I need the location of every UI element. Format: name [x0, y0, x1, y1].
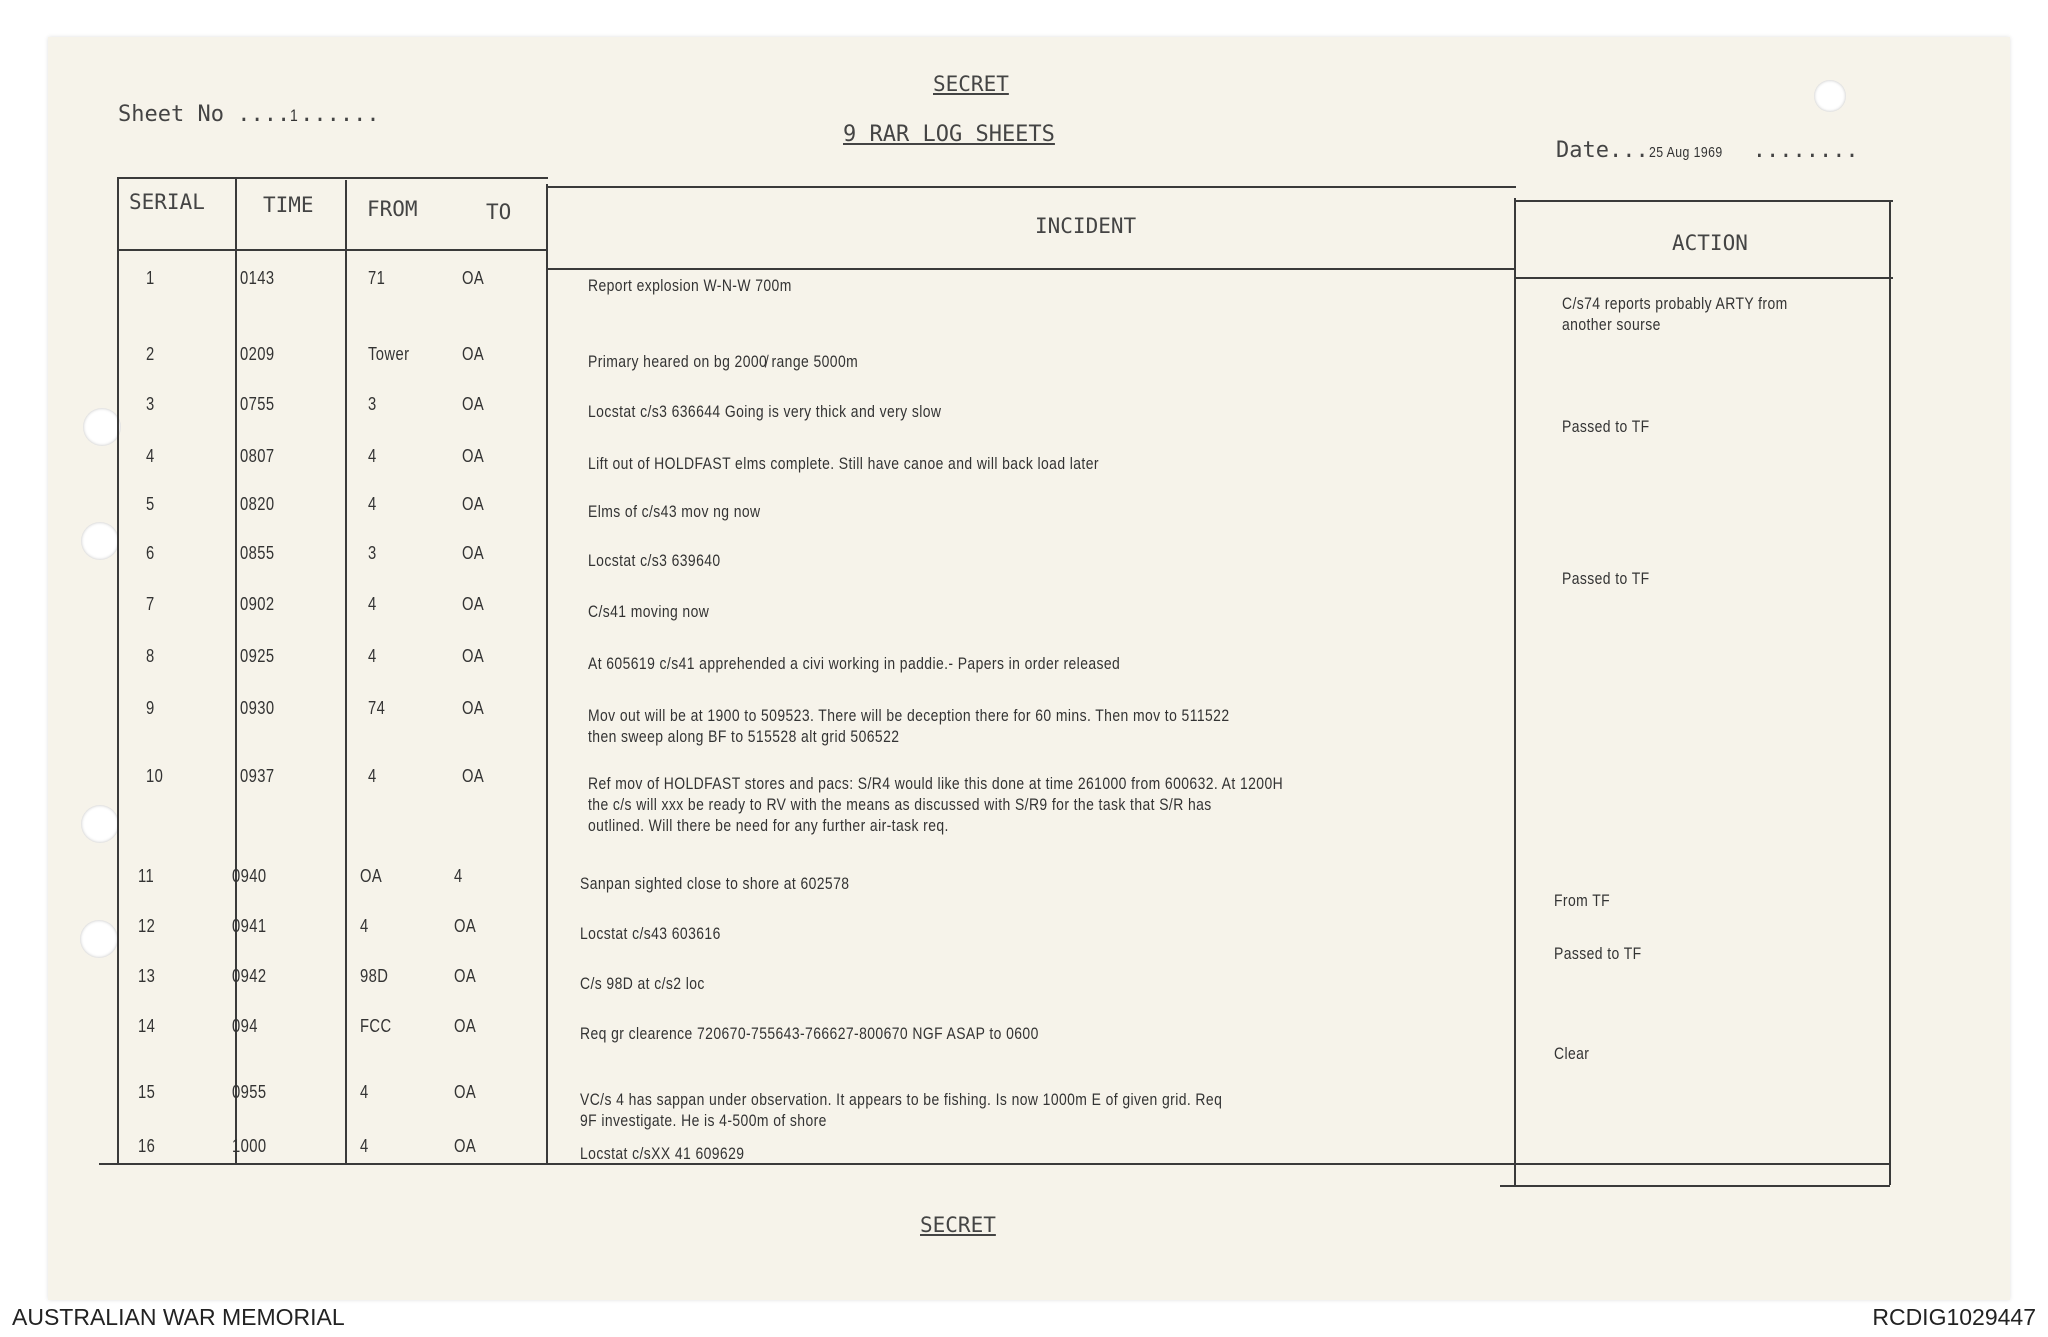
cell-to: OA: [462, 494, 485, 514]
table-rule: [99, 1163, 1889, 1165]
cell-to: 4: [454, 866, 463, 886]
cell-time: 0209: [240, 344, 275, 364]
cell-from: 74: [368, 698, 386, 718]
cell-serial: 6: [146, 543, 155, 563]
table-rule: [117, 177, 119, 1163]
cell-to: OA: [462, 594, 485, 614]
table-rule: [118, 249, 548, 251]
cell-time: 0807: [240, 446, 275, 466]
cell-from: FCC: [360, 1016, 392, 1036]
cell-to: OA: [462, 698, 485, 718]
cell-serial: 14: [138, 1016, 156, 1036]
cell-incident: C/s41 moving now: [588, 602, 710, 621]
cell-incident: Sanpan sighted close to shore at 602578: [580, 874, 850, 893]
column-header-incident: INCIDENT: [1035, 214, 1137, 238]
date-value: 25 Aug 1969: [1648, 144, 1723, 161]
cell-serial: 16: [138, 1136, 156, 1156]
cell-time: 0955: [232, 1082, 267, 1102]
cell-from: 4: [368, 494, 377, 514]
cell-serial: 12: [138, 916, 156, 936]
sheet-number-value: 1: [290, 106, 299, 125]
cell-from: 4: [360, 916, 369, 936]
cell-from: 4: [368, 646, 377, 666]
cell-incident: outlined. Will there be need for any further air-task req.: [588, 816, 949, 835]
cell-action: Passed to TF: [1554, 944, 1642, 963]
cell-from: OA: [360, 866, 383, 886]
cell-serial: 8: [146, 646, 155, 666]
cell-to: OA: [462, 646, 485, 666]
cell-serial: 5: [146, 494, 155, 514]
table-rule: [548, 268, 1516, 270]
cell-time: 0925: [240, 646, 275, 666]
table-rule: [1516, 200, 1893, 202]
cell-to: OA: [454, 916, 477, 936]
cell-serial: 7: [146, 594, 155, 614]
cell-incident: Locstat c/s3 636644 Going is very thick and very slow: [588, 402, 942, 421]
punch-hole: [80, 920, 118, 958]
cell-incident: C/s 98D at c/s2 loc: [580, 974, 705, 993]
cell-serial: 11: [138, 866, 155, 886]
cell-time: 0855: [240, 543, 275, 563]
column-header-from: FROM: [367, 197, 418, 221]
punch-hole: [81, 805, 119, 843]
cell-to: OA: [454, 966, 477, 986]
column-header-to: TO: [486, 200, 512, 224]
punch-hole: [83, 408, 121, 446]
cell-from: 98D: [360, 966, 389, 986]
cell-action: Clear: [1554, 1044, 1590, 1063]
cell-from: 3: [368, 543, 377, 563]
cell-serial: 15: [138, 1082, 156, 1102]
classification-top: SECRET: [933, 72, 1009, 96]
cell-time: 0755: [240, 394, 275, 414]
cell-action: Passed to TF: [1562, 417, 1650, 436]
cell-time: 0940: [232, 866, 267, 886]
cell-incident: Locstat c/sXX 41 609629: [580, 1144, 745, 1163]
table-rule: [1500, 1185, 1890, 1187]
cell-to: OA: [462, 344, 485, 364]
cell-from: 71: [368, 268, 386, 288]
punch-hole: [81, 522, 119, 560]
punch-hole: [1814, 80, 1846, 112]
cell-to: OA: [462, 543, 485, 563]
cell-serial: 13: [138, 966, 156, 986]
cell-serial: 4: [146, 446, 155, 466]
cell-action: C/s74 reports probably ARTY from: [1562, 294, 1788, 313]
cell-serial: 1: [146, 268, 155, 288]
column-header-time: TIME: [263, 193, 314, 217]
sheet-label: Sheet No: [118, 102, 224, 127]
cell-from: 4: [360, 1082, 369, 1102]
cell-to: OA: [454, 1016, 477, 1036]
cell-incident: Req gr clearence 720670-755643-766627-800670 NGF ASAP to 0600: [580, 1024, 1039, 1043]
cell-incident: Locstat c/s43 603616: [580, 924, 721, 943]
cell-incident: Elms of c/s43 mov ng now: [588, 502, 761, 521]
cell-to: OA: [454, 1136, 477, 1156]
cell-incident: Lift out of HOLDFAST elms complete. Still have canoe and will back load later: [588, 454, 1099, 473]
cell-time: 1000: [232, 1136, 267, 1156]
table-rule: [546, 184, 548, 1163]
date-label: Date...: [1556, 138, 1649, 163]
cell-incident: the c/s will xxx be ready to RV with the means as discussed with S/R9 for the task that S/R has: [588, 795, 1212, 814]
column-header-serial: SERIAL: [129, 190, 205, 214]
cell-time: 0930: [240, 698, 275, 718]
cell-time: 0937: [240, 766, 275, 786]
cell-action: Passed to TF: [1562, 569, 1650, 588]
cell-incident: Mov out will be at 1900 to 509523. There will be deception there for 60 mins. Then mov to 511522: [588, 706, 1230, 725]
table-rule: [1516, 277, 1893, 279]
cell-serial: 2: [146, 344, 155, 364]
table-rule: [1889, 200, 1891, 1185]
cell-incident: Ref mov of HOLDFAST stores and pacs: S/R4 would like this done at time 261000 from 600632. At 1200H: [588, 774, 1284, 793]
footer-record-id: RCDIG1029447: [1872, 1304, 2036, 1330]
cell-to: OA: [454, 1082, 477, 1102]
cell-incident: At 605619 c/s41 apprehended a civi working in paddie.- Papers in order released: [588, 654, 1121, 673]
cell-incident: Locstat c/s3 639640: [588, 551, 721, 570]
table-rule: [118, 177, 548, 179]
cell-from: Tower: [368, 344, 410, 364]
sheet-number: Sheet No ....1......: [118, 102, 380, 127]
cell-incident: Report explosion W-N-W 700m: [588, 276, 792, 295]
cell-action: another sourse: [1562, 315, 1661, 334]
table-rule: [548, 186, 1516, 188]
cell-incident: Primary heared on bg 2000̸ range 5000m: [588, 352, 859, 371]
cell-time: 0143: [240, 268, 275, 288]
cell-serial: 9: [146, 698, 155, 718]
table-rule: [1514, 198, 1516, 1185]
cell-from: 3: [368, 394, 377, 414]
classification-bottom: SECRET: [920, 1213, 996, 1237]
cell-time: 0820: [240, 494, 275, 514]
cell-time: 0941: [232, 916, 267, 936]
table-rule: [345, 180, 347, 1163]
cell-to: OA: [462, 268, 485, 288]
cell-to: OA: [462, 766, 485, 786]
cell-action: From TF: [1554, 891, 1611, 910]
cell-incident: then sweep along BF to 515528 alt grid 506522: [588, 727, 900, 746]
page-title: 9 RAR LOG SHEETS: [843, 122, 1055, 147]
date: Date...25 Aug 1969 ........: [1556, 138, 1859, 163]
cell-from: 4: [368, 766, 377, 786]
cell-incident: VC/s 4 has sappan under observation. It appears to be fishing. Is now 1000m E of given grid. Req: [580, 1090, 1223, 1109]
cell-time: 094: [232, 1016, 258, 1036]
cell-serial: 3: [146, 394, 155, 414]
column-header-action: ACTION: [1672, 231, 1748, 255]
cell-to: OA: [462, 446, 485, 466]
cell-to: OA: [462, 394, 485, 414]
cell-from: 4: [360, 1136, 369, 1156]
cell-time: 0902: [240, 594, 275, 614]
cell-from: 4: [368, 446, 377, 466]
cell-from: 4: [368, 594, 377, 614]
cell-serial: 10: [146, 766, 164, 786]
cell-incident: 9F investigate. He is 4-500m of shore: [580, 1111, 827, 1130]
footer-archive-name: AUSTRALIAN WAR MEMORIAL: [12, 1304, 345, 1330]
cell-time: 0942: [232, 966, 267, 986]
